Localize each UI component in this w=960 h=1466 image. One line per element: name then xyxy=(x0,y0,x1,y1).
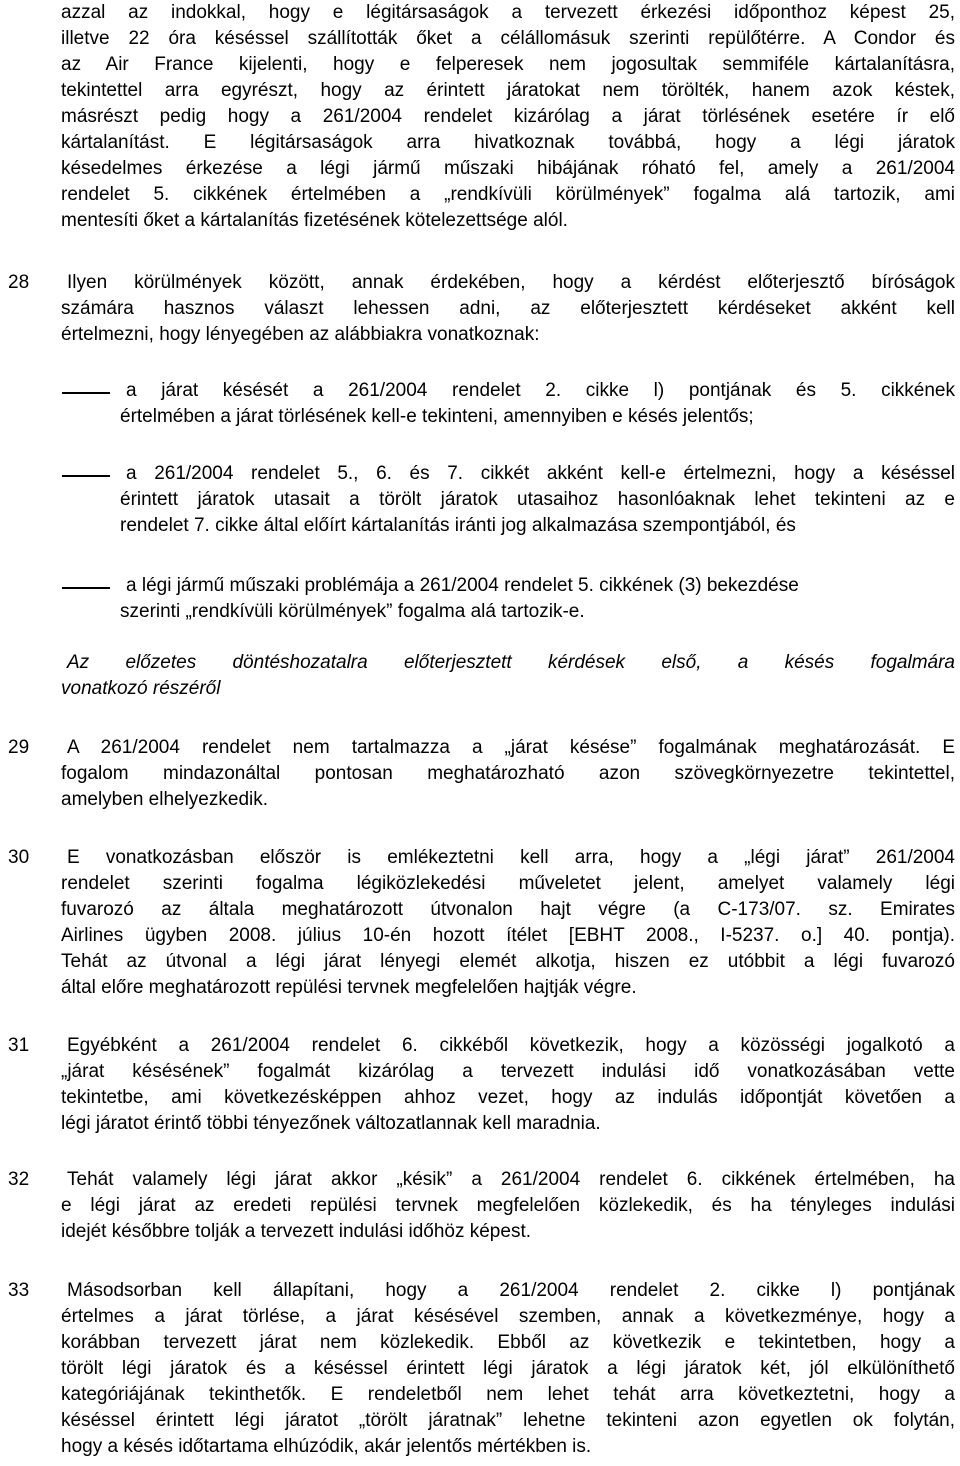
paragraph-32 xyxy=(61,1167,955,1245)
text-line: rendelet 5. cikkének értelmében a „rendkívüli körülmények” fogalma alá tartozik, ami xyxy=(61,184,955,205)
text-line: amelyben elhelyezkedik. xyxy=(61,789,269,810)
dash-bullet xyxy=(62,378,110,404)
paragraph-number: 33 xyxy=(8,1280,30,1301)
paragraph-30 xyxy=(61,845,955,1001)
text-line: korábban tervezett járat nem közlekedik. Ebből az következik e tekintetben, hogy a xyxy=(61,1332,955,1353)
text-line: törölt légi járatok és a késéssel érintett légi járatok a légi járatok két, jól elkülöníthető xyxy=(61,1358,955,1379)
text-line: értelmezni, hogy lényegében az alábbiakra vonatkoznak: xyxy=(61,324,540,345)
paragraph-number: 30 xyxy=(8,847,30,868)
paragraph-28 xyxy=(61,270,955,348)
text-line: idejét későbbre tolják a tervezett indulási időhöz képest. xyxy=(61,1221,531,1242)
text-line: tekintettel arra egyrészt, hogy az érintett járatokat nem törölték, hanem azok késtek, xyxy=(61,80,955,101)
paragraph-31 xyxy=(61,1033,955,1137)
text-line: rendelet szerinti fogalma légiközlekedési műveletet jelent, amelyet valamely légi xyxy=(61,873,955,894)
text-line: másrészt pedig hogy a 261/2004 rendelet kizárólag a járat törlésének esetére ír elő xyxy=(61,106,955,127)
text-line: illetve 22 óra késéssel szállították őket a célállomásuk szerinti repülőtérre. A Condor és xyxy=(61,28,955,49)
text-line: Tehát valamely légi járat akkor „késik” a 261/2004 rendelet 6. cikkének értelmében, ha xyxy=(67,1169,955,1190)
text-line: a 261/2004 rendelet 5., 6. és 7. cikkét akként kell-e értelmezni, hogy a késéssel xyxy=(126,463,955,484)
dash-bullet xyxy=(62,461,110,487)
text-line: e légi járat az eredeti repülési tervnek megfelelően közlekedik, és ha tényleges indulási xyxy=(61,1195,955,1216)
paragraph-number: 32 xyxy=(8,1169,30,1190)
text-line: a légi jármű műszaki problémája a 261/2004 rendelet 5. cikkének (3) bekezdése xyxy=(126,575,799,596)
bullet-item xyxy=(120,461,955,539)
text-line: az Air France kijelenti, hogy e felperesek nem jogosultak semmiféle kártalanításra, xyxy=(61,54,955,75)
text-line: késedelmes érkezése a légi jármű műszaki hibájának róható fel, amely a 261/2004 xyxy=(61,158,955,179)
dash-bullet xyxy=(62,573,110,599)
text-line: légi járatot érintő többi tényezőnek változatlannak kell maradnia. xyxy=(61,1113,601,1134)
text-line: vonatkozó részéről xyxy=(61,678,221,699)
paragraph-number: 31 xyxy=(8,1035,30,1056)
paragraph-29 xyxy=(61,735,955,813)
text-line: Egyébként a 261/2004 rendelet 6. cikkéből következik, hogy a közösségi jogalkotó a xyxy=(67,1035,955,1056)
text-line: által előre meghatározott repülési tervnek megfelelően hajtják végre. xyxy=(61,977,637,998)
text-line: „járat késésének” fogalmát kizárólag a tervezett indulási idő vonatkozásában vette xyxy=(61,1061,955,1082)
text-line: mentesíti őket a kártalanítás fizetésének kötelezettsége alól. xyxy=(61,210,568,231)
text-line: késéssel érintett légi járatot „törölt járatnak” lehetne tekinteni azon egyetlen ok folytán, xyxy=(61,1410,955,1431)
text-line: Tehát az útvonal a légi járat lényegi elemét alkotja, hiszen ez utóbbit a légi fuvarozó xyxy=(61,951,955,972)
bullet-item xyxy=(120,573,955,625)
text-line: Ilyen körülmények között, annak érdekében, hogy a kérdést előterjesztő bíróságok xyxy=(67,272,955,293)
text-line: szerinti „rendkívüli körülmények” fogalma alá tartozik-e. xyxy=(120,601,585,622)
text-line: értelmében a járat törlésének kell-e tekinteni, amennyiben e késés jelentős; xyxy=(120,406,754,427)
text-line: A 261/2004 rendelet nem tartalmazza a „járat késése” fogalmának meghatározását. E xyxy=(67,737,955,758)
text-line: fuvarozó az általa meghatározott útvonalon hajt végre (a C-173/07. sz. Emirates xyxy=(61,899,955,920)
paragraph-number: 29 xyxy=(8,737,30,758)
text-line: hogy a késés időtartama elhúzódik, akár jelentős mértékben is. xyxy=(61,1436,592,1457)
text-line: Az előzetes döntéshozatalra előterjesztett kérdések első, a késés fogalmára xyxy=(67,652,955,673)
text-line: kártalanítást. E légitársaságok arra hivatkoznak továbbá, hogy a légi járatok xyxy=(61,132,955,153)
text-line: Airlines ügyben 2008. július 10-én hozott ítélet [EBHT 2008., I-5237. o.] 40. pontja). xyxy=(61,925,955,946)
text-line: értelmes a járat törlése, a járat késésével szemben, annak a következménye, hogy a xyxy=(61,1306,955,1327)
intro-paragraph xyxy=(61,0,955,234)
text-line: fogalom mindazonáltal pontosan meghatározható azon szövegkörnyezetre tekintettel, xyxy=(61,763,955,784)
text-line: rendelet 7. cikke által előírt kártalanítás iránti jog alkalmazása szempontjából, és xyxy=(120,515,796,536)
text-line: számára hasznos választ lehessen adni, az előterjesztett kérdéseket akként kell xyxy=(61,298,955,319)
text-line: azzal az indokkal, hogy e légitársaságok a tervezett érkezési időponthoz képest 25, xyxy=(61,2,955,23)
paragraph-number: 28 xyxy=(8,272,30,293)
bullet-item xyxy=(120,378,955,430)
text-line: a járat késését a 261/2004 rendelet 2. cikke l) pontjának és 5. cikkének xyxy=(126,380,955,401)
text-line: E vonatkozásban először is emlékeztetni kell arra, hogy a „légi járat” 261/2004 xyxy=(67,847,955,868)
text-line: Másodsorban kell állapítani, hogy a 261/2004 rendelet 2. cikke l) pontjának xyxy=(67,1280,955,1301)
text-line: kategóriájának tekinthetők. E rendeletből nem lehet tehát arra következtetni, hogy a xyxy=(61,1384,955,1405)
text-line: tekintetbe, ami következésképpen ahhoz vezet, hogy az indulás időpontját követően a xyxy=(61,1087,955,1108)
text-line: érintett járatok utasait a törölt járatok utasaihoz hasonlóaknak lehet tekinteni az e xyxy=(120,489,955,510)
paragraph-33 xyxy=(61,1278,955,1460)
section-heading xyxy=(61,650,955,702)
